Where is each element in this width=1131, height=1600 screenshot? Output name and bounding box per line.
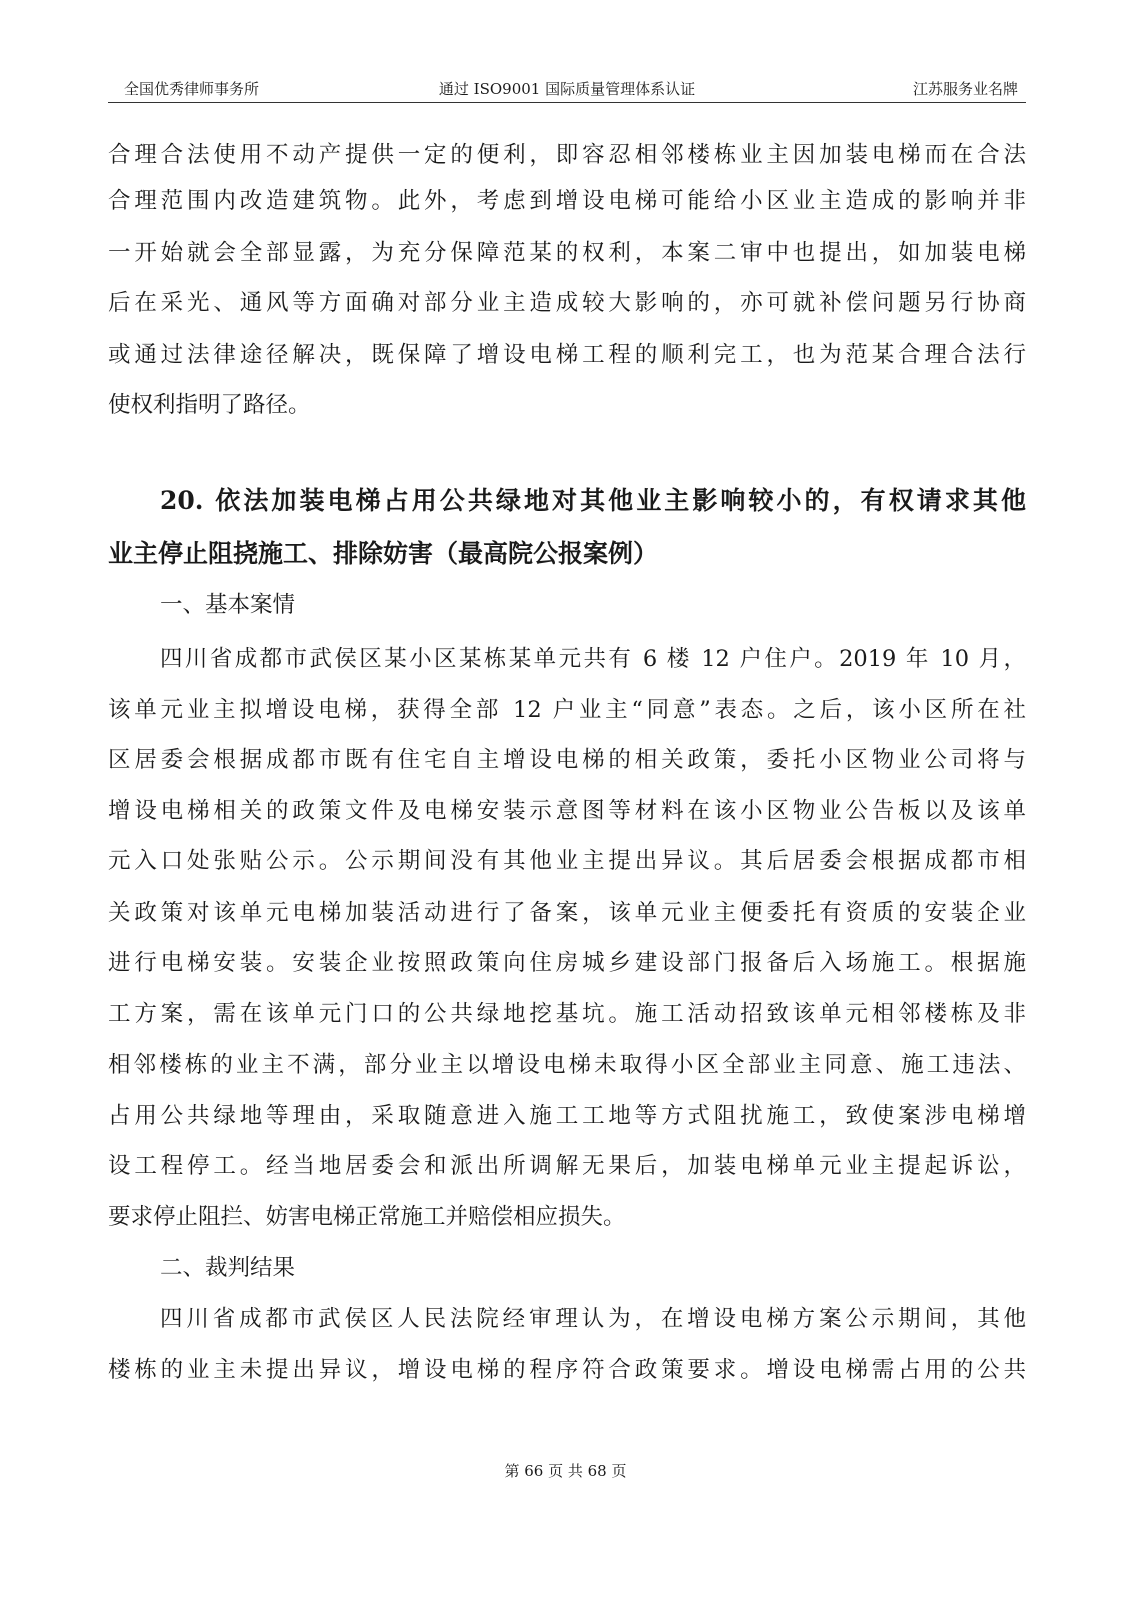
body-line: 楼栋的业主未提出异议，增设电梯的程序符合政策要求。增设电梯需占用的公共: [108, 1357, 1026, 1383]
body-line: 区居委会根据成都市既有住宅自主增设电梯的相关政策，委托小区物业公司将与: [108, 747, 1026, 773]
body-line: 四川省成都市武侯区某小区某栋某单元共有 6 楼 12 户住户。2019 年 10 月，: [160, 646, 1026, 672]
body-line: 设工程停工。经当地居委会和派出所调解无果后，加装电梯单元业主提起诉讼，: [108, 1153, 1026, 1179]
body-line: 使权利指明了路径。: [108, 392, 311, 418]
page-header: [108, 76, 1026, 103]
body-line: 合理范围内改造建筑物。此外，考虑到增设电梯可能给小区业主造成的影响并非: [108, 188, 1026, 214]
section-title: 二、裁判结果: [160, 1255, 296, 1281]
case-title: 业主停止阻挠施工、排除妨害（最高院公报案例）: [108, 539, 659, 568]
body-line: 后在采光、通风等方面确对部分业主造成较大影响的，亦可就补偿问题另行协商: [108, 290, 1026, 316]
header-certification: 通过 ISO9001 国际质量管理体系认证: [438, 80, 696, 98]
body-line: 一开始就会全部显露，为充分保障范某的权利，本案二审中也提出，如加装电梯: [108, 240, 1026, 266]
body-line: 关政策对该单元电梯加装活动进行了备案，该单元业主便委托有资质的安装企业: [108, 900, 1026, 926]
case-title: 20. 依法加装电梯占用公共绿地对其他业主影响较小的，有权请求其他: [160, 486, 1026, 515]
section-title: 一、基本案情: [160, 592, 296, 618]
body-line: 四川省成都市武侯区人民法院经审理认为，在增设电梯方案公示期间，其他: [160, 1306, 1026, 1332]
page-number: 第 66 页 共 68 页: [504, 1462, 627, 1480]
header-brand: 江苏服务业名牌: [912, 80, 1018, 98]
body-line: 合理合法使用不动产提供一定的便利，即容忍相邻楼栋业主因加装电梯而在合法: [108, 142, 1026, 168]
header-firm-title: 全国优秀律师事务所: [124, 80, 260, 98]
body-line: 进行电梯安装。安装企业按照政策向住房城乡建设部门报备后入场施工。根据施: [108, 950, 1026, 976]
body-line: 占用公共绿地等理由，采取随意进入施工工地等方式阻扰施工，致使案涉电梯增: [108, 1103, 1026, 1129]
body-line: 该单元业主拟增设电梯，获得全部 12 户业主“同意”表态。之后，该小区所在社: [108, 697, 1026, 723]
body-line: 元入口处张贴公示。公示期间没有其他业主提出异议。其后居委会根据成都市相: [108, 848, 1026, 874]
body-line: 增设电梯相关的政策文件及电梯安装示意图等材料在该小区物业公告板以及该单: [108, 798, 1026, 824]
body-line: 工方案，需在该单元门口的公共绿地挖基坑。施工活动招致该单元相邻楼栋及非: [108, 1001, 1026, 1027]
body-line: 要求停止阻拦、妨害电梯正常施工并赔偿相应损失。: [108, 1204, 626, 1230]
body-line: 或通过法律途径解决，既保障了增设电梯工程的顺利完工，也为范某合理合法行: [108, 342, 1026, 368]
body-line: 相邻楼栋的业主不满，部分业主以增设电梯未取得小区全部业主同意、施工违法、: [108, 1052, 1026, 1078]
